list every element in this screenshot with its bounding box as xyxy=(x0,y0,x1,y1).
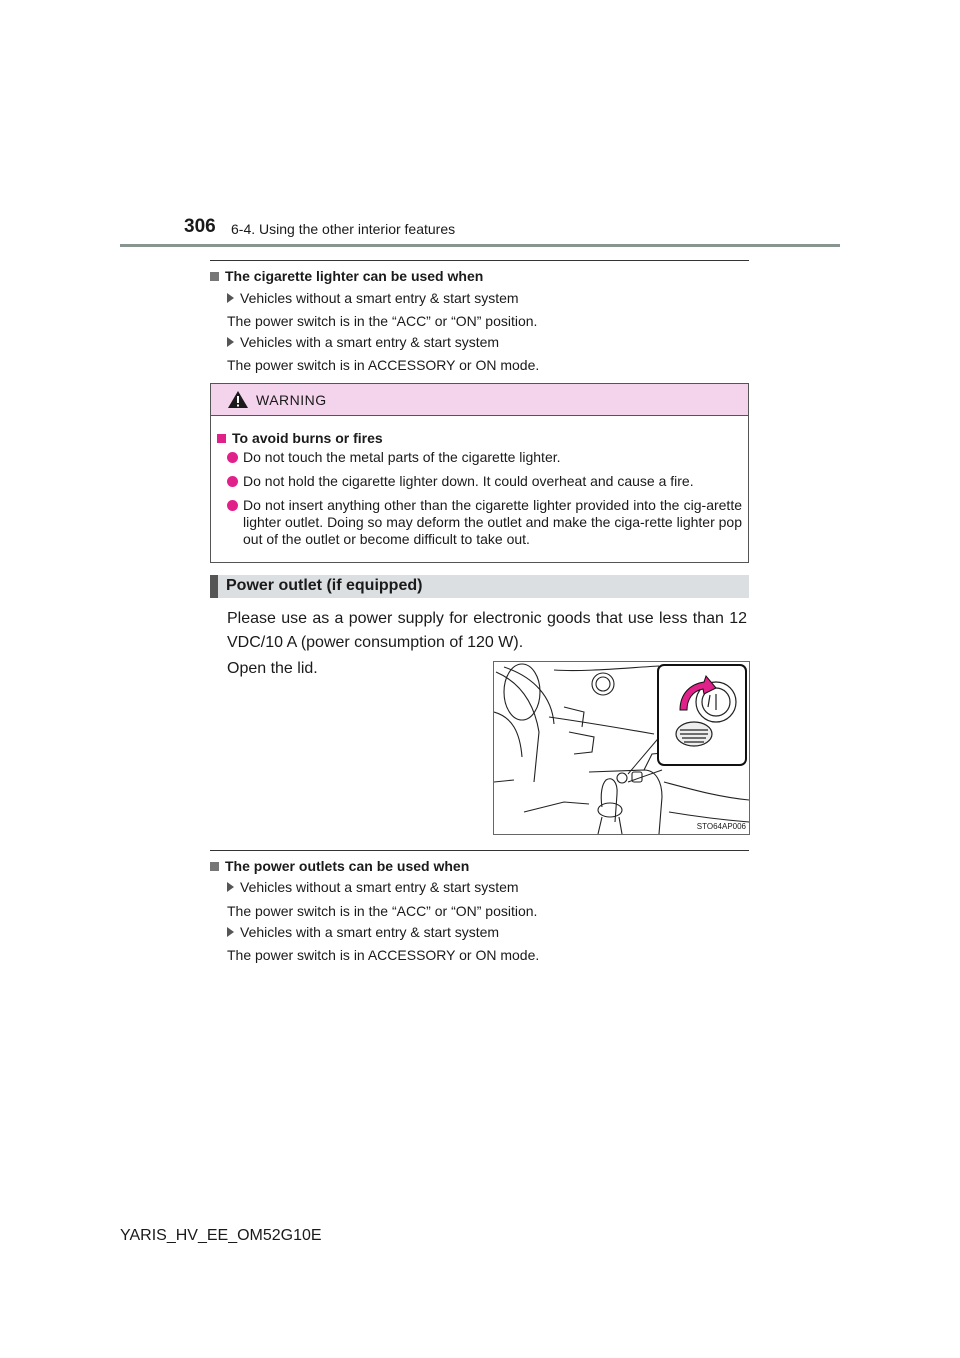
warning-box xyxy=(210,383,749,563)
warning-label: WARNING xyxy=(256,392,327,408)
warning-bullet-text: Do not insert anything other than the cigarette lighter provided into the cig-arette lighter outlet. Doing so may deform the outlet and make the ciga-rette lighter pop out of the outlet or become difficult to take out. xyxy=(243,497,742,547)
lighter-heading-text: The cigarette lighter can be used when xyxy=(225,268,484,284)
triangle-bullet-icon xyxy=(227,882,234,892)
bullet-dot-icon xyxy=(227,452,238,463)
outlets-condition-2 xyxy=(227,924,499,940)
outlets-condition-1-text: Vehicles without a smart entry & start system xyxy=(240,879,519,895)
triangle-bullet-icon xyxy=(227,927,234,937)
lighter-condition-2-text: Vehicles with a smart entry & start system xyxy=(240,334,500,350)
lighter-condition-1 xyxy=(227,290,519,306)
warning-bullet xyxy=(227,497,742,548)
triangle-bullet-icon xyxy=(227,337,234,347)
warning-subheading xyxy=(217,430,383,446)
warning-bullet xyxy=(227,449,742,466)
warning-bullet-text: Do not hold the cigarette lighter down. It could overheat and cause a fire. xyxy=(243,473,694,489)
step-instruction: Open the lid. xyxy=(227,660,318,677)
image-code: STO64AP006 xyxy=(696,822,746,831)
section-band-bar xyxy=(210,575,218,598)
power-outlet-illustration xyxy=(493,661,750,835)
warning-bullet xyxy=(227,473,742,490)
lighter-condition-1-text: Vehicles without a smart entry & start system xyxy=(240,290,519,306)
section-title: 6-4. Using the other interior features xyxy=(231,221,456,237)
square-bullet-icon xyxy=(217,434,226,443)
footer-code: YARIS_HV_EE_OM52G10E xyxy=(120,1227,322,1244)
outlets-detail-1: The power switch is in the “ACC” or “ON” position. xyxy=(227,903,538,919)
square-bullet-icon xyxy=(210,272,219,281)
lighter-detail-2: The power switch is in ACCESSORY or ON mode. xyxy=(227,357,540,373)
lighter-heading xyxy=(210,268,483,284)
section-heading: Power outlet (if equipped) xyxy=(226,577,423,594)
divider xyxy=(210,850,749,851)
divider xyxy=(210,260,749,261)
outlets-detail-2: The power switch is in ACCESSORY or ON mode. xyxy=(227,947,540,963)
outlets-heading xyxy=(210,858,469,874)
page-number: 306 xyxy=(184,216,216,237)
outlets-heading-text: The power outlets can be used when xyxy=(225,858,470,874)
header-rule xyxy=(120,244,840,247)
outlets-condition-1 xyxy=(227,879,519,895)
lighter-condition-2 xyxy=(227,334,499,350)
warning-bullet-text: Do not touch the metal parts of the cigarette lighter. xyxy=(243,449,561,465)
bullet-dot-icon xyxy=(227,476,238,487)
warning-triangle-icon xyxy=(227,390,249,409)
warning-header xyxy=(211,384,748,416)
power-outlet-intro: Please use as a power supply for electronic goods that use less than 12 VDC/10 A (power consumption of 120 W). xyxy=(227,610,747,651)
outlets-condition-2-text: Vehicles with a smart entry & start system xyxy=(240,924,500,940)
section-band xyxy=(210,575,749,598)
lighter-detail-1: The power switch is in the “ACC” or “ON” position. xyxy=(227,313,538,329)
square-bullet-icon xyxy=(210,862,219,871)
dashboard-drawing xyxy=(494,662,749,834)
bullet-dot-icon xyxy=(227,500,238,511)
warning-subheading-text: To avoid burns or fires xyxy=(232,430,383,446)
triangle-bullet-icon xyxy=(227,293,234,303)
